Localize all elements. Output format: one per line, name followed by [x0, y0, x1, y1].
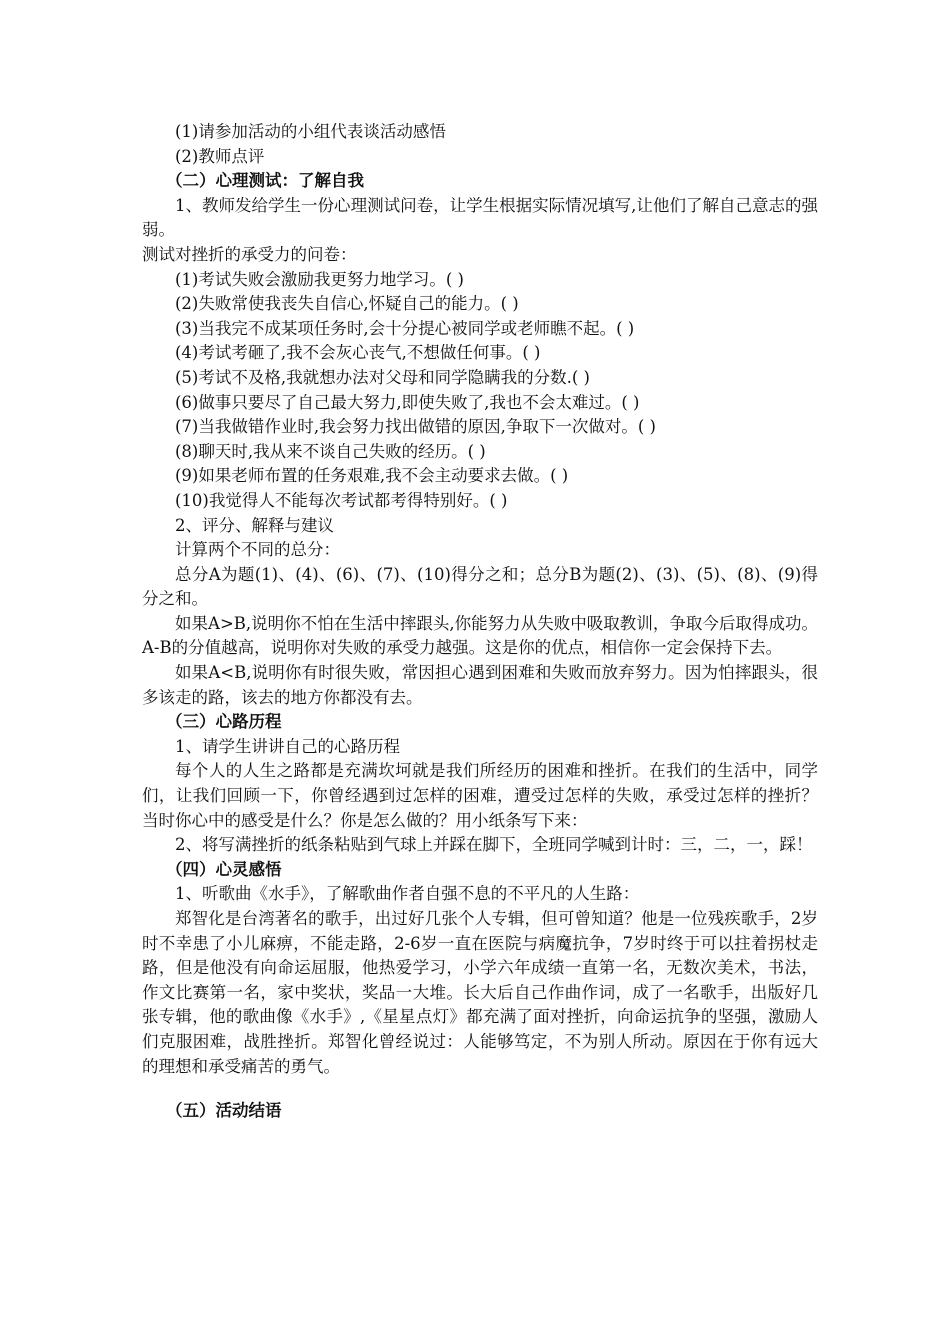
- paragraph: (9)如果老师布置的任务艰难,我不会主动要求去做。( ): [175, 466, 569, 486]
- paragraph: 郑智化是台湾著名的歌手，出过好几张个人专辑，但可曾知道？他是一位残疾歌手，2岁时不幸患了小儿麻痹，不能走路，2-6岁一直在医院与病魔抗争，7岁时终于可以拄着拐杖走路，但是他没有向命运屈服，他热爱学习，小学六年成绩一直第一名，无数次美术，书法，作文比赛第一名，家中奖状，奖品一大堆。长大后自己作曲作词，成了一名歌手，出版好几张专辑，他的歌曲像《水手》,《星星点灯》都充满了面对挫折，向命运抗争的坚强，激励人们克服困难，战胜挫折。郑智化曾经说过：人能够笃定，不为别人所动。原因在于你有远大的理想和承受痛苦的勇气。: [142, 909, 818, 1076]
- paragraph: (7)当我做错作业时,我会努力找出做错的原因,争取下一次做对。( ): [175, 417, 656, 437]
- section-heading: （三）心路历程: [166, 712, 282, 732]
- section-heading: （五）活动结语: [166, 1101, 282, 1121]
- paragraph: (3)当我完不成某项任务时,会十分提心被同学或老师瞧不起。( ): [175, 318, 635, 338]
- paragraph: (2)教师点评: [175, 146, 265, 166]
- paragraph: 如果A<B,说明你有时很失败，常因担心遇到困难和失败而放弃努力。因为怕摔跟头，很多该走的路，该去的地方你都没有去。: [142, 663, 818, 707]
- paragraph: (2)失败常使我丧失自信心,怀疑自己的能力。( ): [175, 294, 519, 314]
- paragraph: (1)请参加活动的小组代表谈活动感悟: [175, 122, 446, 141]
- paragraph: (4)考试考砸了,我不会灰心丧气,不想做任何事。( ): [175, 343, 541, 363]
- paragraph: 2、评分、解释与建议: [175, 515, 334, 535]
- section-heading: （二）心理测试：了解自我: [166, 171, 364, 191]
- paragraph: 1、请学生讲讲自己的心路历程: [175, 736, 400, 756]
- paragraph: 总分A为题(1)、(4)、(6)、(7)、(10)得分之和；总分B为题(2)、(3)、(5)、(8)、(9)得分之和。: [142, 564, 818, 609]
- paragraph: 1、听歌曲《水手》，了解歌曲作者自强不息的不平凡的人生路：: [175, 884, 640, 904]
- paragraph: (5)考试不及格,我就想办法对父母和同学隐瞒我的分数.( ): [175, 367, 590, 387]
- section-heading: （四）心灵感悟: [166, 859, 282, 879]
- paragraph: 每个人的人生之路都是充满坎坷就是我们所经历的困难和挫折。在我们的生活中，同学们，让我们回顾一下，你曾经遇到过怎样的困难，遭受过怎样的失败，承受过怎样的挫折？当时你心中的感受是什么？你是怎么做的？用小纸条写下来：: [142, 761, 818, 830]
- paragraph: 1、教师发给学生一份心理测试问卷，让学生根据实际情况填写,让他们了解自己意志的强弱。: [142, 195, 818, 240]
- paragraph: 如果A>B,说明你不怕在生活中摔跟头,你能努力从失败中吸取教训，争取今后取得成功。A-B的分值越高，说明你对失败的承受力越强。这是你的优点，相信你一定会保持下去。: [142, 613, 818, 658]
- paragraph: (10)我觉得人不能每次考试都考得特别好。( ): [175, 490, 508, 510]
- paragraph: (1)考试失败会激励我更努力地学习。( ): [175, 269, 464, 289]
- paragraph: 2、将写满挫折的纸条粘贴到气球上并踩在脚下，全班同学喊到计时：三，二，一，踩！: [175, 835, 813, 855]
- paragraph: 测试对挫折的承受力的问卷：: [142, 244, 357, 264]
- paragraph: (6)做事只要尽了自己最大努力,即使失败了,我也不会太难过。( ): [175, 392, 640, 412]
- document-body: [142, 120, 818, 1124]
- paragraph: 计算两个不同的总分：: [175, 540, 340, 560]
- paragraph: (8)聊天时,我从来不谈自己失败的经历。( ): [175, 441, 486, 461]
